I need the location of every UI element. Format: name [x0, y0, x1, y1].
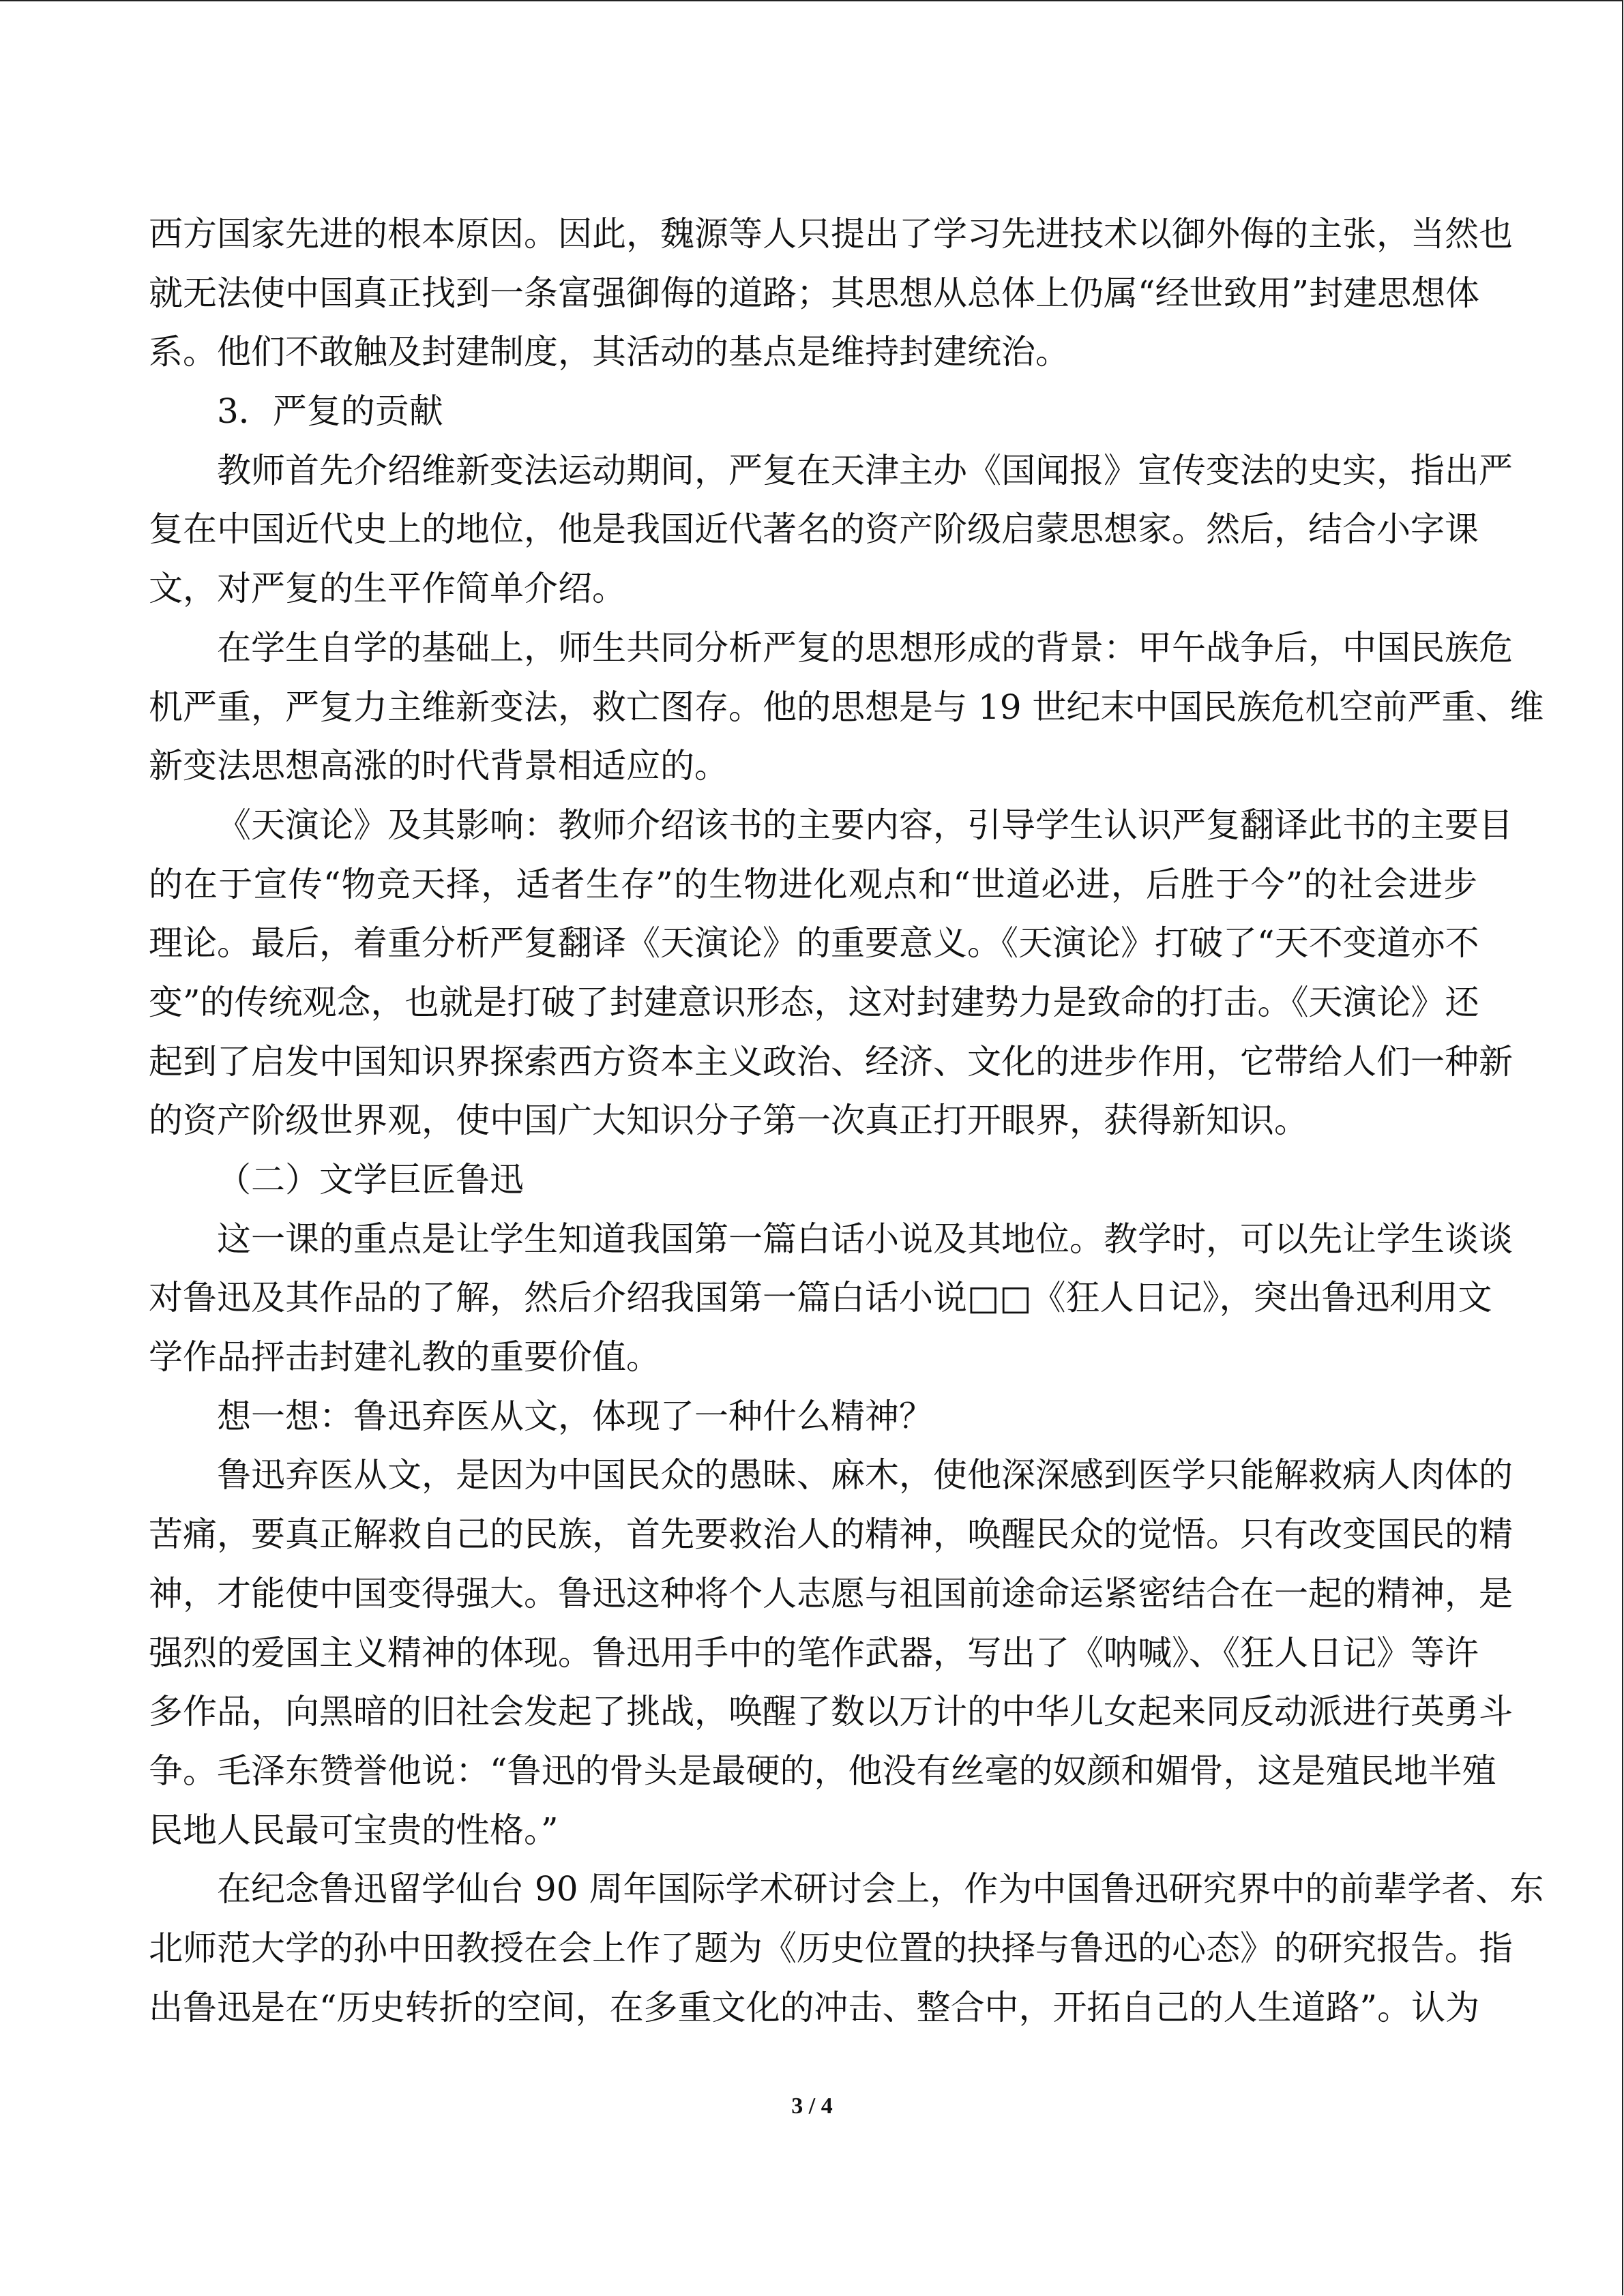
text-line: 起到了启发中国知识界探索西方资本主义政治、经济、文化的进步作用，它带给人们一种新	[149, 1041, 1513, 1082]
text-line: 苦痛，要真正解救自己的民族，首先要救治人的精神，唤醒民众的觉悟。只有改变国民的精	[149, 1515, 1513, 1555]
text-line: 对鲁迅及其作品的了解，然后介绍我国第一篇白话小说□□《狂人日记》，突出鲁迅利用文	[149, 1278, 1492, 1318]
text-line: 就无法使中国真正找到一条富强御侮的道路；其思想从总体上仍属“经世致用”封建思想体	[149, 273, 1480, 313]
page-number: 3 / 4	[791, 2093, 833, 2119]
text-line: 变”的传统观念，也就是打破了封建意识形态，这对封建势力是致命的打击。《天演论》还	[149, 982, 1479, 1022]
text-line: 的资产阶级世界观，使中国广大知识分子第一次真正打开眼界，获得新知识。	[149, 1101, 1308, 1141]
text-line: 出鲁迅是在“历史转折的空间，在多重文化的冲击、整合中，开拓自己的人生道路”。认为	[149, 1987, 1480, 2027]
text-line: 机严重，严复力主维新变法，救亡图存。他的思想是与 19 世纪末中国民族危机空前严重、维	[149, 687, 1544, 727]
text-line: 文，对严复的生平作简单介绍。	[149, 569, 626, 609]
text-line: 系。他们不敢触及封建制度，其活动的基点是维持封建统治。	[149, 332, 1069, 372]
text-line: 北师范大学的孙中田教授在会上作了题为《历史位置的抉择与鲁迅的心态》的研究报告。指	[149, 1928, 1513, 1968]
text-line: 争。毛泽东赞誉他说：“鲁迅的骨头是最硬的，他没有丝毫的奴颜和媚骨，这是殖民地半殖	[149, 1750, 1496, 1791]
text-line: 学作品抨击封建礼教的重要价值。	[149, 1337, 660, 1377]
paragraph-first-line: 在纪念鲁迅留学仙台 90 周年国际学术研讨会上，作为中国鲁迅研究界中的前辈学者、东	[217, 1869, 1544, 1909]
text-line: 理论。最后，着重分析严复翻译《天演论》的重要意义。《天演论》打破了“天不变道亦不	[149, 923, 1479, 964]
section-heading: （二）文学巨匠鲁迅	[217, 1160, 524, 1199]
paragraph-first-line: 鲁迅弃医从文，是因为中国民众的愚昧、麻木，使他深深感到医学只能解救病人肉体的	[217, 1455, 1513, 1495]
question-line: 想一想：鲁迅弃医从文，体现了一种什么精神？	[217, 1396, 933, 1436]
text-line: 复在中国近代史上的地位，他是我国近代著名的资产阶级启蒙思想家。然后，结合小字课	[149, 509, 1479, 550]
paragraph-first-line: 在学生自学的基础上，师生共同分析严复的思想形成的背景：甲午战争后，中国民族危	[217, 627, 1513, 668]
paragraph-first-line: 《天演论》及其影响：教师介绍该书的主要内容，引导学生认识严复翻译此书的主要目	[217, 805, 1513, 845]
paragraph-first-line: 教师首先介绍维新变法运动期间，严复在天津主办《国闻报》宣传变法的史实，指出严	[217, 450, 1513, 490]
document-body	[149, 205, 1544, 2037]
text-line: 的在于宣传“物竞天择，适者生存”的生物进化观点和“世道必进，后胜于今”的社会进步	[149, 864, 1477, 904]
section-heading: 3．严复的贡献	[217, 391, 443, 432]
text-line: 西方国家先进的根本原因。因此，魏源等人只提出了学习先进技术以御外侮的主张，当然也	[149, 214, 1513, 254]
text-line: 神，才能使中国变得强大。鲁迅这种将个人志愿与祖国前途命运紧密结合在一起的精神，是	[149, 1573, 1513, 1613]
text-line: 民地人民最可宝贵的性格。”	[149, 1810, 559, 1850]
text-line: 新变法思想高涨的时代背景相适应的。	[149, 746, 728, 786]
text-line: 强烈的爱国主义精神的体现。鲁迅用手中的笔作武器，写出了《呐喊》、《狂人日记》等许	[149, 1632, 1479, 1673]
text-line: 多作品，向黑暗的旧社会发起了挑战，唤醒了数以万计的中华儿女起来同反动派进行英勇斗	[149, 1692, 1513, 1732]
paragraph-first-line: 这一课的重点是让学生知道我国第一篇白话小说及其地位。教学时，可以先让学生谈谈	[217, 1219, 1513, 1259]
